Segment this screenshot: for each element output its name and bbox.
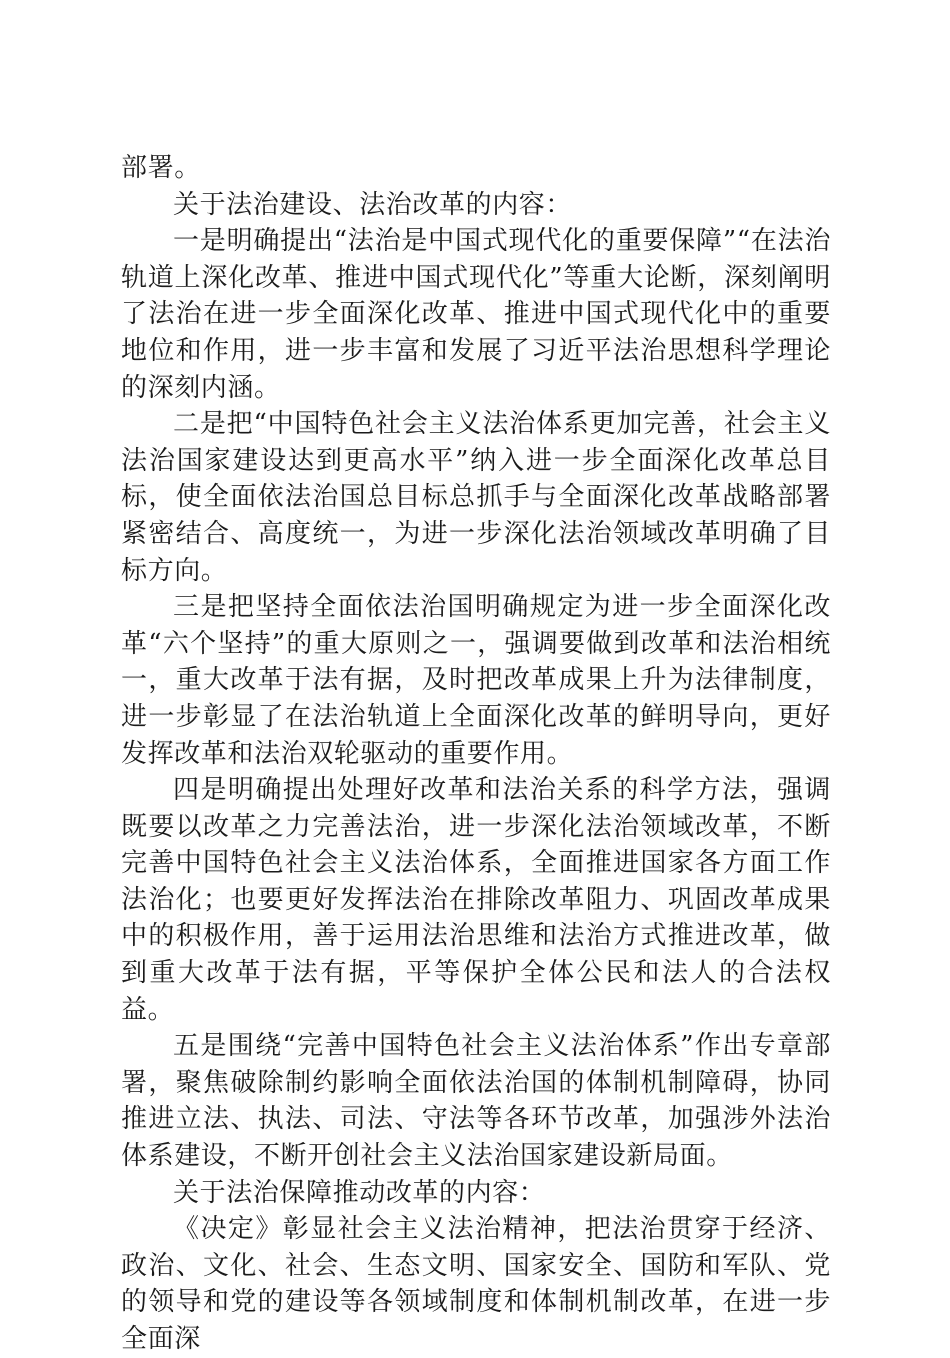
document-body <box>121 150 831 1358</box>
paragraph-point-four: 四是明确提出处理好改革和法治关系的科学方法，强调既要以改革之力完善法治，进一步深化法治领域改革，不断完善中国特色社会主义法治体系，全面推进国家各方面工作法治化；也要更好发挥法治在排除改革阻力、巩固改革成果中的积极作用，善于运用法治思维和法治方式推进改革，做到重大改革于法有据，平等保护全体公民和法人的合法权益。 <box>121 775 831 1025</box>
paragraph-point-two: 二是把“中国特色社会主义法治体系更加完善，社会主义法治国家建设达到更高水平”纳入进一步全面深化改革总目标，使全面依法治国总目标总抓手与全面深化改革战略部署紧密结合、高度统一，为进一步深化法治领域改革明确了目标方向。 <box>121 409 831 586</box>
paragraph-point-three: 三是把坚持全面依法治国明确规定为进一步全面深化改革“六个坚持”的重大原则之一，强调要做到改革和法治相统一，重大改革于法有据，及时把改革成果上升为法律制度，进一步彰显了在法治轨道上全面深化改革的鲜明导向，更好发挥改革和法治双轮驱动的重要作用。 <box>121 592 831 769</box>
paragraph-continuation: 部署。 <box>121 153 201 183</box>
paragraph-point-five: 五是围绕“完善中国特色社会主义法治体系”作出专章部署，聚焦破除制约影响全面依法治国的体制机制障碍，协同推进立法、执法、司法、守法等各环节改革，加强涉外法治体系建设，不断开创社会主义法治国家建设新局面。 <box>121 1031 831 1172</box>
paragraph-decision: 《决定》彰显社会主义法治精神，把法治贯穿于经济、政治、文化、社会、生态文明、国家安全、国防和军队、党的领导和党的建设等各领域制度和体制机制改革，在进一步全面深 <box>121 1214 831 1354</box>
section-heading-legal-reform: 关于法治建设、法治改革的内容： <box>173 189 573 220</box>
section-heading-legal-guarantee: 关于法治保障推动改革的内容： <box>173 1177 546 1208</box>
paragraph-point-one: 一是明确提出“法治是中国式现代化的重要保障”“在法治轨道上深化改革、推进中国式现代化”等重大论断，深刻阐明了法治在进一步全面深化改革、推进中国式现代化中的重要地位和作用，进一步丰富和发展了习近平法治思想科学理论的深刻内涵。 <box>121 226 831 403</box>
